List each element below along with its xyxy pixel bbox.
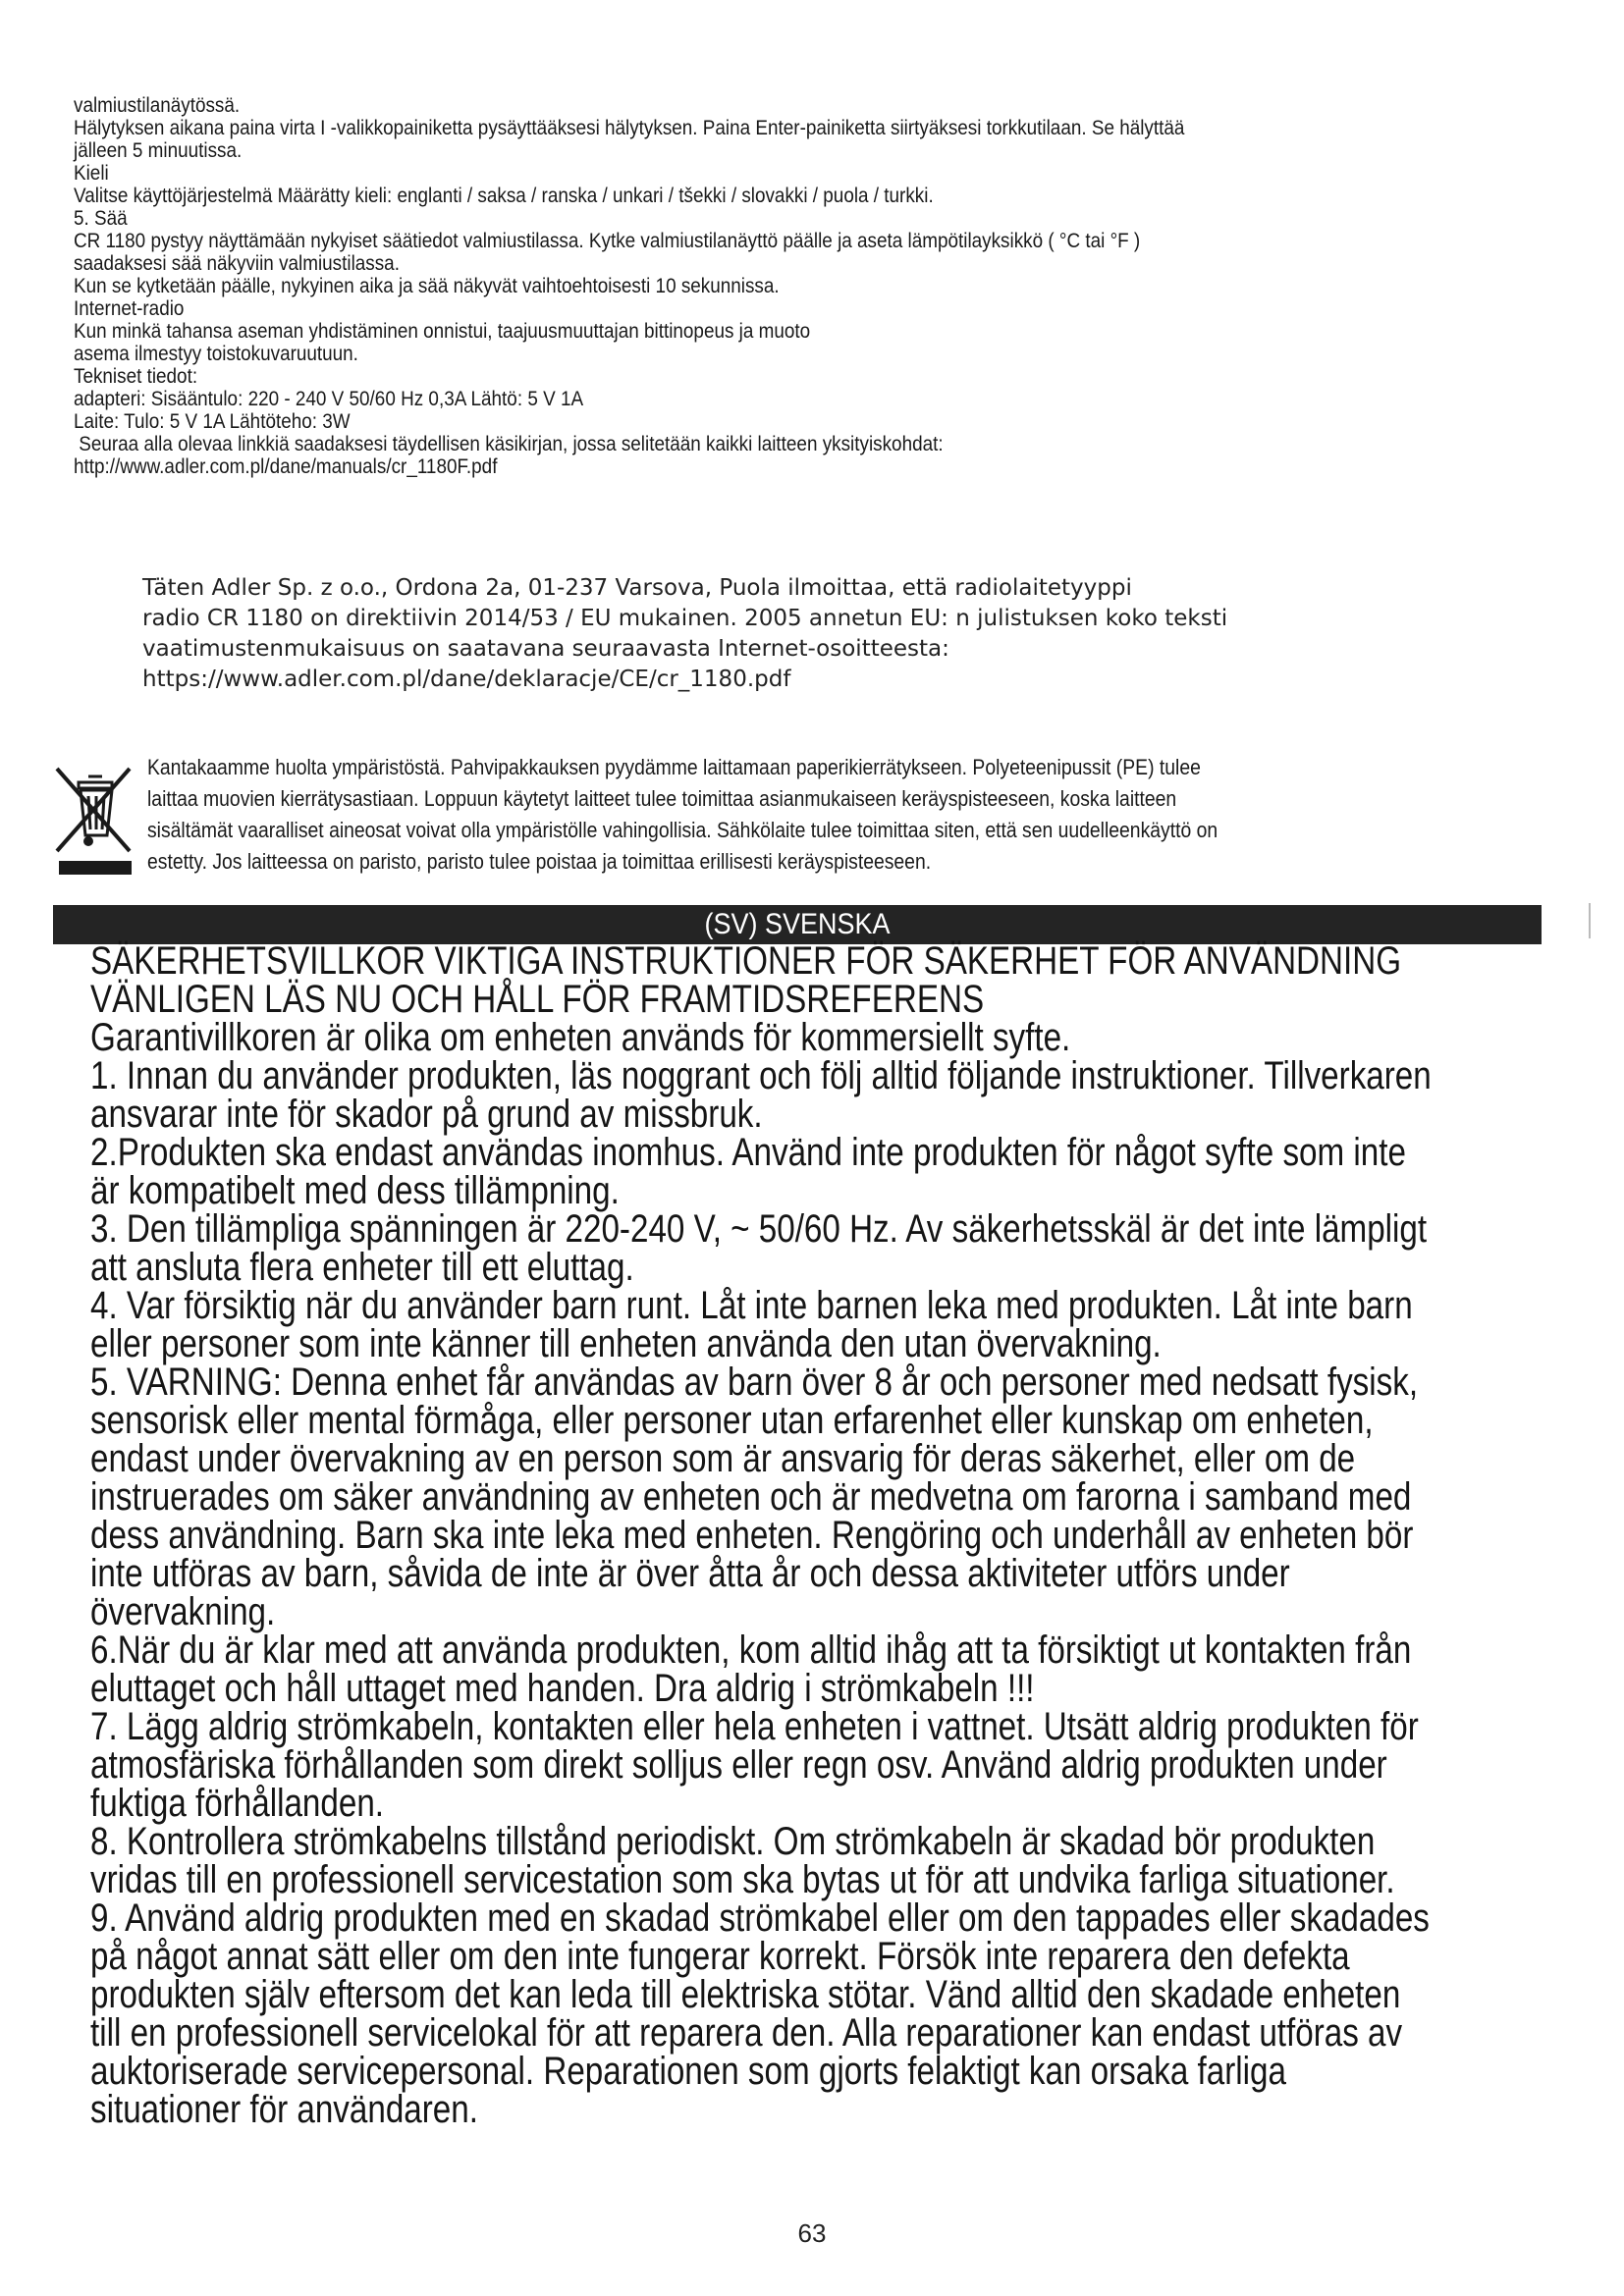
- fi-heading-weather: 5. Sää: [74, 207, 128, 230]
- margin-marker: [1589, 903, 1591, 938]
- environment-section: [147, 752, 1426, 878]
- decl-line: vaatimustenmukaisuus on saatavana seuraavasta Internet-osoitteesta:: [142, 636, 949, 662]
- sv-line: eller personer som inte känner till enheten använda den utan övervakning.: [90, 1322, 1162, 1365]
- sv-line: att ansluta flera enheter till ett eluttag.: [90, 1246, 634, 1289]
- swedish-section: [90, 939, 1492, 2131]
- fi-heading-internet-radio: Internet-radio: [74, 297, 185, 320]
- sv-heading: SÄKERHETSVILLKOR VIKTIGA INSTRUKTIONER FÖR SÄKERHET FÖR ANVÄNDNING: [90, 939, 1402, 983]
- fi-line: saadaksesi sää näkyviin valmiustilassa.: [74, 252, 400, 275]
- fi-line: Valitse käyttöjärjestelmä Määrätty kieli: englanti / saksa / ranska / unkari / tšekki / slovakki / puola / turkki.: [74, 185, 934, 207]
- language-section-bar: [53, 905, 1542, 944]
- sv-line: instruerades om säker användning av enheten och är medvetna om farorna i samband med: [90, 1475, 1412, 1519]
- fi-line: valmiustilanäytössä.: [74, 94, 241, 117]
- crossed-out-wheelie-bin-icon: [53, 751, 134, 879]
- sv-line: situationer för användaren.: [90, 2088, 478, 2131]
- decl-link[interactable]: https://www.adler.com.pl/dane/deklaracje/CE/cr_1180.pdf: [142, 667, 791, 692]
- env-line: estetty. Jos laitteessa on paristo, paristo tulee poistaa ja toimittaa erillisesti keräyspisteeseen.: [147, 849, 932, 874]
- sv-line: övervakning.: [90, 1590, 276, 1633]
- fi-heading-specs: Tekniset tiedot:: [74, 365, 198, 388]
- sv-line: på något annat sätt eller om den inte fungerar korrekt. Försök inte reparera den defekta: [90, 1935, 1350, 1978]
- sv-line: 8. Kontrollera strömkabelns tillstånd periodiskt. Om strömkabeln är skadad bör produkten: [90, 1820, 1376, 1863]
- sv-heading: VÄNLIGEN LÄS NU OCH HÅLL FÖR FRAMTIDSREFERENS: [90, 978, 985, 1021]
- fi-line: Hälytyksen aikana paina virta I -valikkopainiketta pysäyttääksesi hälytyksen. Paina Enter-painiketta siirtyäksesi torkkutilaan. Se hälyttää: [74, 117, 1185, 139]
- fi-line: Kun minkä tahansa aseman yhdistäminen onnistui, taajuusmuuttajan bittinopeus ja muoto: [74, 320, 811, 343]
- declaration-section: [142, 573, 1438, 695]
- fi-manual-link[interactable]: http://www.adler.com.pl/dane/manuals/cr_1180F.pdf: [74, 455, 498, 478]
- sv-line: 4. Var försiktig när du använder barn runt. Låt inte barnen leka med produkten. Låt inte barn: [90, 1284, 1413, 1327]
- sv-line: vridas till en professionell servicestation som ska bytas ut för att undvika farliga situationer.: [90, 1858, 1395, 1901]
- fi-line: asema ilmestyy toistokuvaruutuun.: [74, 343, 358, 365]
- sv-line: fuktiga förhållanden.: [90, 1782, 385, 1825]
- fi-line: Kun se kytketään päälle, nykyinen aika ja sää näkyvät vaihtoehtoisesti 10 sekunnissa.: [74, 275, 780, 297]
- sv-line: ansvarar inte för skador på grund av missbruk.: [90, 1093, 763, 1136]
- sv-line: endast under övervakning av en person som är ansvarig för deras säkerhet, eller om de: [90, 1437, 1356, 1480]
- sv-line: 2.Produkten ska endast användas inomhus. Använd inte produkten för något syfte som inte: [90, 1131, 1406, 1174]
- sv-line: 3. Den tillämpliga spänningen är 220-240 V, ~ 50/60 Hz. Av säkerhetsskäl är det inte lämpligt: [90, 1207, 1428, 1251]
- sv-line: dess användning. Barn ska inte leka med enheten. Rengöring och underhåll av enheten bör: [90, 1514, 1414, 1557]
- env-line: Kantakaamme huolta ympäristöstä. Pahvipakkauksen pyydämme laittamaan paperikierrätykseen. Polyeteenipussit (PE) tulee: [147, 755, 1201, 779]
- sv-line: 9. Använd aldrig produkten med en skadad strömkabel eller om den tappades eller skadades: [90, 1896, 1430, 1940]
- fi-line: CR 1180 pystyy näyttämään nykyiset säätiedot valmiustilassa. Kytke valmiustilanäyttö päälle ja aseta lämpötilayksikkö ( °C tai °F ): [74, 230, 1141, 252]
- sv-line: 1. Innan du använder produkten, läs noggrant och följ alltid följande instruktioner. Tillverkaren: [90, 1054, 1432, 1097]
- fi-line: Seuraa alla olevaa linkkiä saadaksesi täydellisen käsikirjan, jossa selitetään kaikki laitteen yksityiskohdat:: [74, 433, 944, 455]
- sv-line: produkten själv eftersom det kan leda till elektriska stötar. Vänd alltid den skadade enheten: [90, 1973, 1401, 2016]
- sv-line: atmosfäriska förhållanden som direkt solljus eller regn osv. Använd aldrig produkten under: [90, 1743, 1387, 1787]
- sv-line: auktoriserade servicepersonal. Reparationen som gjorts felaktigt kan orsaka farliga: [90, 2050, 1286, 2093]
- sv-line: eluttaget och håll uttaget med handen. Dra aldrig i strömkabeln !!!: [90, 1667, 1035, 1710]
- page-number: 63: [797, 2218, 827, 2248]
- sv-line: 5. VARNING: Denna enhet får användas av barn över 8 år och personer med nedsatt fysisk,: [90, 1361, 1419, 1404]
- sv-line: 6.När du är klar med att använda produkten, kom alltid ihåg att ta försiktigt ut kontakten från: [90, 1629, 1412, 1672]
- sv-line: är kompatibelt med dess tillämpning.: [90, 1169, 620, 1212]
- finnish-section: [74, 94, 1399, 478]
- sv-line: 7. Lägg aldrig strömkabeln, kontakten eller hela enheten i vattnet. Utsätt aldrig produkten för: [90, 1705, 1419, 1748]
- decl-line: radio CR 1180 on direktiivin 2014/53 / EU mukainen. 2005 annetun EU: n julistuksen koko teksti: [142, 606, 1228, 631]
- sv-line: inte utföras av barn, såvida de inte är över åtta år och dessa aktiviteter utförs under: [90, 1552, 1290, 1595]
- fi-line: jälleen 5 minuutissa.: [74, 139, 243, 162]
- decl-line: Täten Adler Sp. z o.o., Ordona 2a, 01-237 Varsova, Puola ilmoittaa, että radiolaitetyyppi: [142, 575, 1132, 601]
- env-line: laittaa muovien kierrätysastiaan. Loppuun käytetyt laitteet tulee toimittaa asianmukaiseen keräyspisteeseen, koska laitteen: [147, 786, 1177, 811]
- language-label: (SV) SVENSKA: [704, 908, 891, 940]
- sv-line: Garantivillkoren är olika om enheten används för kommersiellt syfte.: [90, 1016, 1071, 1059]
- sv-line: till en professionell servicelokal för att reparera den. Alla reparationer kan endast utföras av: [90, 2011, 1403, 2055]
- fi-line: Laite: Tulo: 5 V 1A Lähtöteho: 3W: [74, 410, 351, 433]
- sv-line: sensorisk eller mental förmåga, eller personer utan erfarenhet eller kunskap om enheten,: [90, 1399, 1374, 1442]
- fi-heading-language: Kieli: [74, 162, 109, 185]
- env-line: sisältämät vaaralliset aineosat voivat olla ympäristölle vahingollisia. Sähkölaite tulee toimittaa siten, että sen uudelleenkäyttö on: [147, 818, 1218, 842]
- fi-line: adapteri: Sisääntulo: 220 - 240 V 50/60 Hz 0,3A Lähtö: 5 V 1A: [74, 388, 584, 410]
